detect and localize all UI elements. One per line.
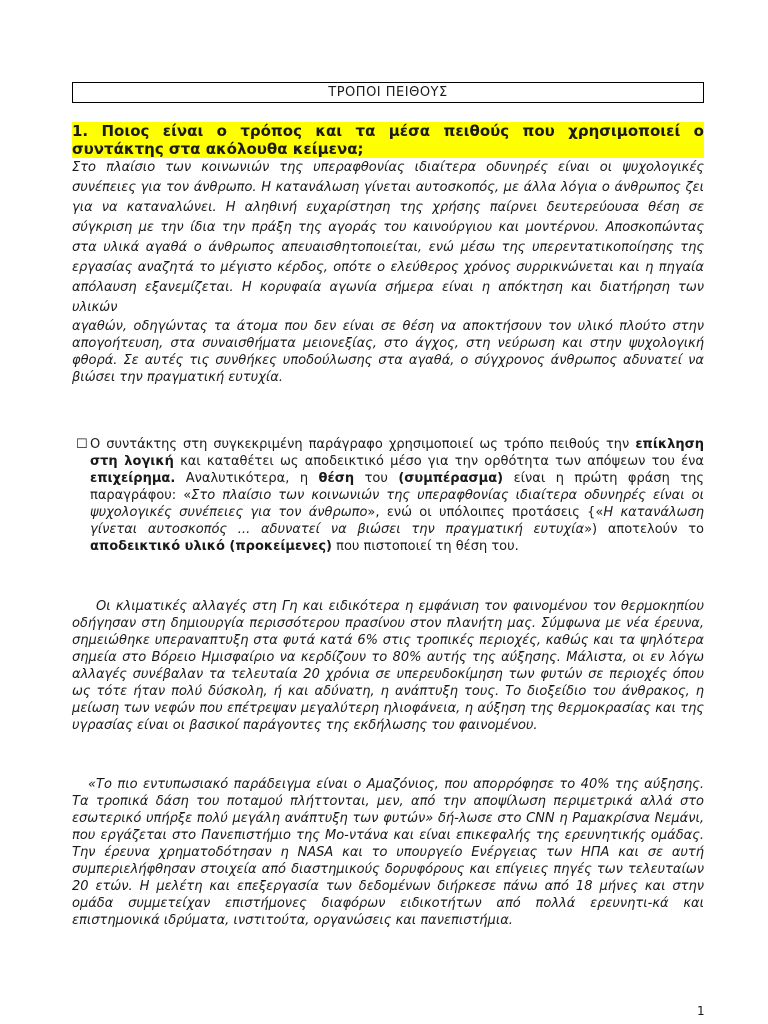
logic-appeal-term: επίκληση στη λογική bbox=[90, 437, 704, 469]
document-title: ΤΡΟΠΟΙ ΠΕΙΘΟΥΣ bbox=[72, 82, 704, 103]
checkbox-icon: ☐ bbox=[76, 437, 88, 452]
analysis-answer bbox=[76, 436, 704, 555]
passage-climate-text: Οι κλιματικές αλλαγές στη Γη και ειδικότερα η εμφάνιση τον φαινομένου τον θερμοκηπίου οδήγησαν στη δημιουργία περισσότερου πρασίνου στον πλανήτη μας. Σύμφωνα με νέα έρευνα, σημειώθηκε υπεραναπτυξη στα φυτά κατά 6% στις τροπικές περιοχές, καθώς και τα ψηλότερα σημεία στο Βόρειο Ημισφαίριο να κερδίζουν το 80% αυτής της αύξησης. Μάλιστα, οι εν λόγω αλλαγές συνέβαλαν τα τελευταία 20 χρόνια σε υπερευδοκίμηση των φυτών σε περιοχές όπου ως τότε ήταν πολύ δύσκολη, ή και αδύνατη, η ανάπτυξη τους. Το διοξείδιο του άνθρακος, η μείωση των νεφών που επέτρεψαν μεγαλύτερη ηλιοφάνεια, η αύξηση της θερμοκρασίας και της υγρασίας είναι οι βασικοί παράγοντες της εκδήλωσης του φαινομένου. bbox=[72, 599, 704, 733]
passage-consumption-text-continued: αγαθών, οδηγώντας τα άτομα που δεν είναι σε θέση να αποκτήσουν τον υλικό πλούτο στην απογοήτευση, στα συναισθήματα μειονεξίας, στο άγχος, στη νεύρωση και στην ψυχολογική φθορά. Σε αυτές τις συνθήκες υποδούλωσης στα αγαθά, ο σύγχρονος άνθρωπος αδυνατεί να βιώσει την πραγματική ευτυχία. bbox=[72, 319, 704, 385]
passage-amazon-text: «Το πιο εντυπωσιακό παράδειγμα είναι ο Αμαζόνιος, που απορρόφησε το 40% της αύξησης. Τα τροπικά δάση του ποταμού πλήττονται, μεν, από την αποψίλωση περιμετρικά αλλά στο εσωτερικό υπήρξε πολύ μεγάλη ανάπτυξη των φυτών» δή-λωσε στο CNN η Ραμακρίσνα Νεμάνι, που εργάζεται στο Πανεπιστήμιο της Μο-ντάνα και είναι επικεφαλής της ερευνητικής ομάδας. Την έρευνα χρηματοδότησαν η NASA και το υπουργείο Ενέργειας των ΗΠΑ και σε αυτή συμπεριελήφθησαν στοιχεία από διαστημικούς δορυφόρους και επίγειες πηγές των τελευταίων 20 ετών. Η μελέτη και επεξεργασία των δεδομένων διήρκεσε πάνω από 18 μήνες και στην ομάδα συμμετείχαν επιστήμονες διαφόρων ειδικοτήτων από πολλά ερευνητι-κά και επιστημονικά ιδρύματα, ινστιτούτα, οργανώσεις και πανεπιστήμια. bbox=[72, 777, 704, 928]
argument-term: επιχείρημα. bbox=[90, 471, 176, 486]
passage-climate bbox=[72, 598, 704, 734]
question-heading: 1. Ποιος είναι ο τρόπος και τα μέσα πειθούς που χρησιμοποιεί ο συντάκτης στα ακόλουθα κείμενα; bbox=[72, 122, 704, 158]
premises-quote: Η κατανάλωση γίνεται αυτοσκοπός ... αδυνατεί να βιώσει την πραγματική ευτυχία bbox=[90, 505, 704, 537]
conclusion-term: (συμπέρασμα) bbox=[398, 471, 504, 486]
passage-amazon bbox=[72, 776, 704, 929]
premises-term: αποδεικτικό υλικό (προκείμενες) bbox=[90, 539, 332, 554]
passage-consumption-text: Στο πλαίσιο των κοινωνιών της υπεραφθονίας ιδιαίτερα οδυνηρές είναι οι ψυχολογικές συνέπειες για τον άνθρωπο. Η κατανάλωση γίνεται αυτοσκοπός, με άλλα λόγια ο άνθρωπος ζει για να καταναλώνει. Η αληθινή ευχαρίστηση της χρήσης παίρνει δευτερεύουσα θέση σε σύγκριση με την ίδια την πράξη της αγοράς του καινούργιου και μοντέρνου. Αποσκοπώντας στα υλικά αγαθά ο άνθρωπος απευαισθητοποιείται, ενώ μέσω της υπερεντατικοποίησης της εργασίας αναζητά το μέγιστο κέρδος, οπότε ο ελεύθερος χρόνος συρρικνώνεται και η πηγαία απόλαυση εξανεμίζεται. Η κορυφαία αγωνία σήμερα είναι η απόκτηση και διατήρηση των υλικών bbox=[72, 160, 704, 315]
page-number: 1 bbox=[697, 1004, 705, 1018]
thesis-quote: Στο πλαίσιο των κοινωνιών της υπεραφθονίας ιδιαίτερα οδυνηρές είναι οι ψυχολογικές συνέπειες για τον άνθρωπο bbox=[90, 488, 704, 520]
analysis-text: Ο συντάκτης στη συγκεκριμένη παράγραφο χρησιμοποιεί ως τρόπο πειθούς την επίκληση στη λογική και καταθέτει ως αποδεικτικό μέσο για την ορθότητα των απόψεων του ένα επιχείρημα. Αναλυτικότερα, η θέση του (συμπέρασμα) είναι η πρώτη φράση της παραγράφου: «Στο πλαίσιο των κοινωνιών της υπεραφθονίας ιδιαίτερα οδυνηρές είναι οι ψυχολογικές συνέπειες για τον άνθρωπο», ενώ οι υπόλοιπες προτάσεις {«Η κατανάλωση γίνεται αυτοσκοπός ... αδυνατεί να βιώσει την πραγματική ευτυχία») αποτελούν το αποδεικτικό υλικό (προκείμενες) που πιστοποιεί τη θέση του. bbox=[90, 437, 704, 554]
thesis-term: θέση bbox=[318, 471, 355, 486]
passage-consumption bbox=[72, 158, 704, 386]
